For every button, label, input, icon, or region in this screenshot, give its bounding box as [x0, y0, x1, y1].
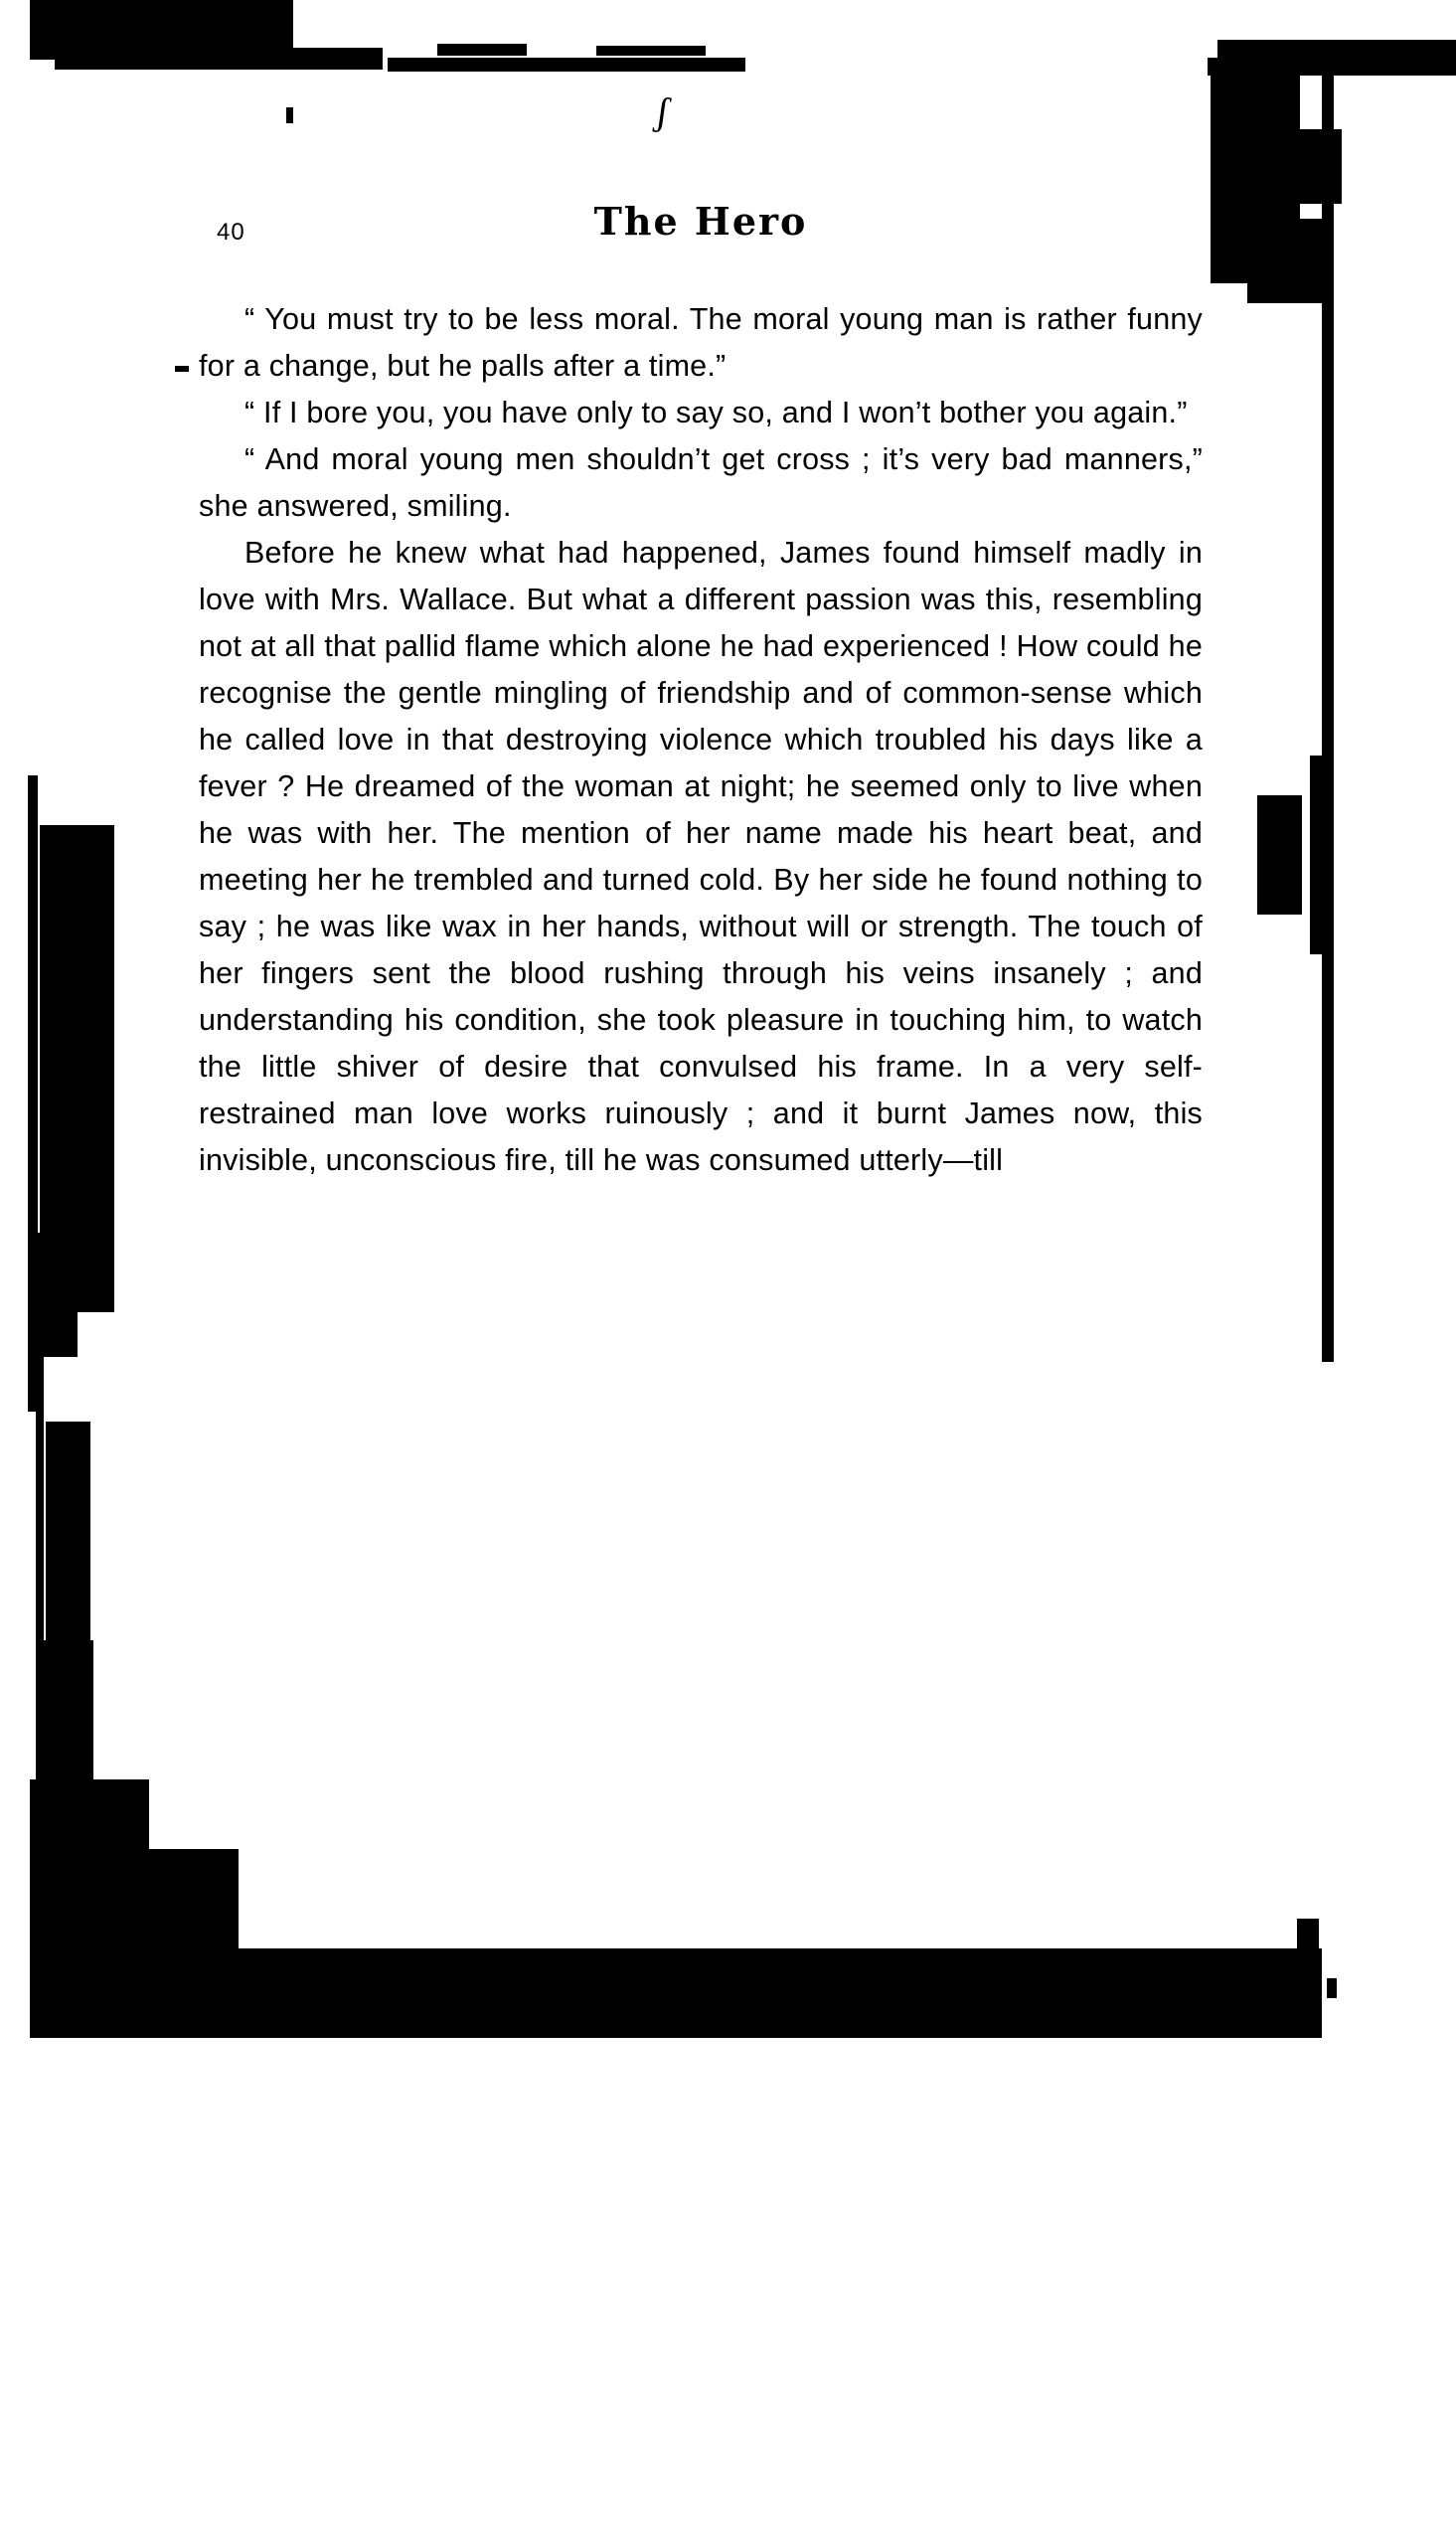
scan-artifact-left-margin-line — [28, 775, 38, 1412]
body-text — [199, 296, 1203, 1184]
pen-mark: ʃ — [652, 87, 673, 134]
scan-speck-2 — [175, 366, 189, 372]
scan-speck-3 — [1280, 843, 1287, 859]
scan-artifact-top-strip-c — [596, 46, 706, 56]
scan-artifact-left-margin-line-2 — [36, 1322, 44, 1740]
paragraph: “ You must try to be less moral. The moral young man is rather funny for a change, but he palls after a time.” — [199, 302, 1203, 383]
scan-artifact-top-left-secondary — [55, 48, 383, 70]
scan-artifact-bottom-left — [30, 1849, 239, 1998]
scan-artifact-right-edge-3 — [1247, 219, 1327, 303]
scan-artifact-top-strip-b — [437, 44, 527, 56]
paragraph: “ If I bore you, you have only to say so, and I won’t bother you again.” — [244, 396, 1188, 429]
scan-artifact-top-right-secondary — [1217, 40, 1456, 60]
scan-artifact-right-margin-line — [1322, 60, 1334, 1362]
scan-artifact-bottom-right-tick — [1297, 1919, 1319, 1963]
folio-page-number: 40 — [217, 219, 245, 246]
paragraph: “ And moral young men shouldn’t get cross ; it’s very bad manners,” she answered, smiling. — [199, 442, 1203, 523]
scan-artifact-top-strip — [388, 58, 745, 72]
paragraph: Before he knew what had happened, James found himself madly in love with Mrs. Wallace. But what a different passion was this, resembling not at all that pallid flame which alone he had experienced ! How could he recognise the gentle mingling of friendship and of common-sense which he called love in that destroying violence which troubled his days like a fever ? He dreamed of the woman at night; he seemed only to live when he was with her. The mention of her name made his heart beat, and meeting her he trembled and turned cold. By her side he found nothing to say ; he was like wax in her hands, without will or strength. The touch of her fingers sent the blood rushing through his veins insanely ; and understanding his condition, she took pleasure in touching him, to watch the little shiver of desire that convulsed his frame. In a very self-restrained man love works ruinously ; and it burnt James now, this invisible, unconscious fire, till he was consumed utterly—till — [199, 536, 1203, 1177]
scan-speck-1 — [286, 107, 293, 123]
scan-artifact-right-margin-line-2 — [1310, 756, 1332, 954]
page-header — [199, 199, 1203, 268]
page-text-block — [199, 199, 1203, 1184]
scan-artifact-left-3 — [46, 1422, 90, 1650]
running-head-title: The Hero — [593, 199, 808, 244]
scan-speck-4 — [1327, 1978, 1337, 1998]
